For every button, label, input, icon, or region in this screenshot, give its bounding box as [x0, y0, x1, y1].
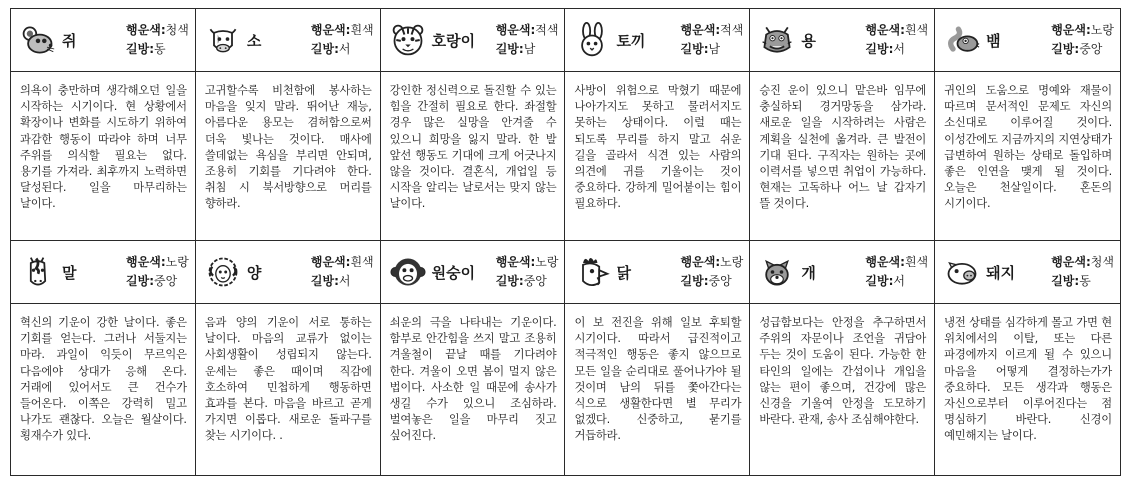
color-label: 행운색: [865, 255, 901, 269]
color-label: 행운색: [495, 23, 531, 37]
rabbit-icon: [573, 21, 611, 59]
animal-name: 말: [62, 263, 77, 282]
snake-icon: [943, 21, 981, 59]
color-label: 행운색: [1051, 23, 1086, 37]
direction-label: 길방: [865, 274, 889, 288]
color-label: 행운색: [310, 255, 346, 269]
luck-info: 행운색:노랑 길방:중앙: [1051, 23, 1114, 56]
fortune-text-pig: 냉전 상태를 심각하게 몰고 가면 현 위치에서의 이탈, 또는 다른 파경에까지 이르게 될 수 있으니 마음을 어떻게 결정하는가가 중요하다. 모든 생각과 행동은 자신으로부터 이루어진다는 점 명심하기 바란다. 신경이 예민해지는 날이다.: [944, 316, 1112, 443]
header-monkey: [381, 241, 566, 304]
lucky-color: 적색: [720, 23, 744, 37]
lucky-color: 흰색: [904, 255, 929, 269]
luck-info: 행운색:흰색 길방:서: [865, 255, 929, 288]
direction-label: 길방: [495, 274, 519, 288]
animal-name: 쥐: [62, 31, 77, 50]
color-label: 행운색: [1051, 255, 1086, 269]
header-snake: [935, 9, 1120, 72]
animal-name: 개: [801, 263, 816, 282]
fortune-text-dog: 성급함보다는 안정을 추구하면서 주위의 자문이나 조언을 귀담아 두는 것이 도움이 된다. 가능한 한 타인의 일에는 간섭이나 개입을 않는 편이 좋으며, 건강에 많은 신경을 기울여 안정을 도모하기 바란다. 관재, 송사 조심해야한다.: [750, 304, 935, 475]
animal-name: 토끼: [616, 31, 646, 50]
luck-info: 행운색:흰색 길방:서: [310, 23, 374, 56]
lucky-color: 청색: [165, 23, 189, 37]
sheep-icon: [204, 253, 242, 291]
luck-info: 행운색:청색 길방:동: [126, 23, 189, 56]
header-dragon: [750, 9, 935, 72]
pig-icon: [943, 253, 981, 291]
lucky-direction: 남: [708, 42, 721, 56]
lucky-direction: 서: [338, 274, 351, 288]
lucky-direction: 서: [893, 274, 905, 288]
lucky-direction: 서: [338, 42, 351, 56]
lucky-direction: 중앙: [708, 274, 732, 288]
luck-info: 행운색:적색 길방:남: [680, 23, 744, 56]
lucky-direction: 동: [1079, 274, 1091, 288]
header-tiger: [381, 9, 566, 72]
fortune-text-dragon: 승진 운이 있으니 맡은바 임무에 충실하되 경거망동을 삼가라. 새로운 일을 시작하려는 사람은 계획을 실천에 옮겨라. 큰 발전이 기대 된다. 구직자는 원하는 곳에 이력서를 넣으면 취업이 가능하다. 현재는 고독하나 어느 날 갑자기 뜰 것이다.: [750, 72, 935, 241]
lucky-color: 노랑: [1090, 23, 1114, 37]
header-rabbit: [565, 9, 750, 72]
fortune-text-tiger: 강인한 정신력으로 돌진할 수 있는 힘을 간절히 필요로 한다. 좌절할 경우 많은 실망을 안겨줄 수 있으니 희망을 잃지 말라. 한 발 앞선 행동도 기대에 크게 어긋나지 않을 것이다. 결혼식, 개업일 등 시작을 알리는 날로서는 맞지 않는 날이다.: [381, 72, 566, 241]
color-label: 행운색: [680, 255, 716, 269]
tiger-icon: [389, 21, 427, 59]
direction-label: 길방: [680, 274, 704, 288]
ox-icon: [204, 21, 242, 59]
color-label: 행운색: [680, 23, 716, 37]
direction-label: 길방: [495, 42, 519, 56]
lucky-color: 노랑: [535, 255, 559, 269]
luck-info: 행운색:청색 길방:동: [1051, 255, 1114, 288]
lucky-color: 노랑: [720, 255, 744, 269]
direction-label: 길방: [126, 274, 150, 288]
luck-info: 행운색:흰색 길방:서: [310, 255, 374, 288]
direction-label: 길방: [310, 274, 335, 288]
fortune-text-monkey: 쇠운의 극을 나타내는 기운이다. 함부로 안간힘을 쓰지 말고 조용히 겨울철이 끝날 때를 기다려야 한다. 겨울이 오면 봄이 멀지 않은 법이다. 사소한 일 때문에 송사가 생길 수가 있으니 조심하라. 벌여놓은 일을 마무리 짓고 싶어진다.: [381, 304, 566, 475]
animal-name: 돼지: [986, 263, 1016, 282]
rat-icon: [19, 21, 57, 59]
direction-label: 길방: [310, 42, 335, 56]
animal-name: 닭: [616, 263, 631, 282]
monkey-icon: [389, 253, 427, 291]
luck-info: 행운색:적색 길방:남: [495, 23, 559, 56]
lucky-direction: 남: [523, 42, 536, 56]
fortune-text-ox: 고귀할수록 비천함에 봉사하는 마음을 잊지 말라. 뛰어난 재능, 아름다운 용모는 겸허함으로써 더욱 빛나는 것이다. 매사에 쓸데없는 욕심을 부리면 안되며, 조용히 기회를 기다려야 한다. 취침 시 북서방향으로 머리를 향하라.: [196, 72, 381, 241]
luck-info: 행운색:노랑 길방:중앙: [495, 255, 559, 288]
header-pig: [935, 241, 1120, 304]
lucky-color: 흰색: [904, 23, 929, 37]
direction-label: 길방: [126, 42, 150, 56]
lucky-color: 적색: [535, 23, 559, 37]
lucky-direction: 서: [893, 42, 905, 56]
color-label: 행운색: [310, 23, 346, 37]
animal-name: 원숭이: [431, 263, 476, 282]
direction-label: 길방: [1051, 274, 1075, 288]
header-rat: [11, 9, 196, 72]
lucky-direction: 중앙: [154, 274, 178, 288]
animal-name: 호랑이: [431, 31, 476, 50]
color-label: 행운색: [126, 23, 161, 37]
color-label: 행운색: [495, 255, 531, 269]
dog-icon: [758, 253, 796, 291]
lucky-direction: 중앙: [523, 274, 547, 288]
animal-name: 용: [801, 31, 816, 50]
fortune-text-snake: 귀인의 도움으로 명예와 재물이 따르며 문서적인 문제도 자신의 소신대로 이루어질 것이다. 이성간에도 지금까지의 지연상태가 급변하여 원하는 상태로 돌입하며 좋은 인연을 맺게 될 것이다. 오늘은 천살일이다. 혼돈의 시기이다.: [935, 72, 1120, 241]
color-label: 행운색: [126, 255, 161, 269]
fortune-text-rabbit: 사방이 위험으로 막혔기 때문에 나아가지도 못하고 물러서지도 못하는 상태이다. 이럴 때는 되도록 무리를 하지 말고 쉬운 길을 골라서 식견 있는 사람의 의견에 귀를 기울이는 것이 중요하다. 강하게 밀어붙이는 힘이 필요하다.: [565, 72, 750, 241]
fortune-text-horse: 혁신의 기운이 강한 날이다. 좋은 기회를 얻는다. 그러나 서둘지는 마라. 과일이 익듯이 무르익은 다음에야 상대가 응해 온다. 거래에 있어서도 큰 건수가 들어온다. 이쪽은 강력히 밀고 나가도 괜찮다. 오늘은 월살이다. 횡재수가 있다.: [11, 304, 196, 475]
lucky-color: 청색: [1090, 255, 1114, 269]
direction-label: 길방: [1051, 42, 1075, 56]
lucky-color: 흰색: [350, 255, 374, 269]
horoscope-grid: [10, 8, 1121, 476]
lucky-color: 흰색: [350, 23, 374, 37]
header-horse: [11, 241, 196, 304]
animal-name: 양: [246, 263, 262, 282]
fortune-text-sheep: 음과 양의 기운이 서로 통하는 날이다. 마음의 교류가 없이는 사회생활이 성립되지 않는다. 운세는 좋은 때이며 직감에 호소하여 민첩하게 행동하면 효과를 본다. 마음을 바르고 곧게 가지면 이롭다. 새로운 돌파구를 찾는 시기이다. .: [196, 304, 381, 475]
fortune-text-rooster: 이 보 전진을 위해 일보 후퇴할 시기이다. 따라서 급진적이고 적극적인 행동은 좋지 않으므로 모든 일을 순리대로 풀어나가야 될 것이며 남의 뒤를 쫓아간다는 식으로 생활한다면 별 무리가 없겠다. 신중하고, 묻기를 거듭하라.: [565, 304, 750, 475]
lucky-direction: 중앙: [1079, 42, 1103, 56]
horse-icon: [19, 253, 57, 291]
luck-info: 행운색:흰색 길방:서: [865, 23, 929, 56]
rooster-icon: [573, 253, 611, 291]
animal-name: 소: [246, 31, 262, 50]
luck-info: 행운색:노랑 길방:중앙: [680, 255, 744, 288]
lucky-color: 노랑: [165, 255, 189, 269]
header-dog: [750, 241, 935, 304]
luck-info: 행운색:노랑 길방:중앙: [126, 255, 189, 288]
header-ox: [196, 9, 381, 72]
color-label: 행운색: [865, 23, 901, 37]
header-sheep: [196, 241, 381, 304]
lucky-direction: 동: [154, 42, 166, 56]
dragon-icon: [758, 21, 796, 59]
direction-label: 길방: [865, 42, 889, 56]
header-rooster: [565, 241, 750, 304]
fortune-text-rat: 의욕이 충만하며 생각해오던 일을 시작하는 시기이다. 현 상황에서 확장이나 변화를 시도하기 위하여 과감한 행동이 따라야 하며 너무 주위를 의식할 필요는 없다. 용기를 가져라. 최후까지 노력하면 달성된다. 일을 마무리하는 날이다.: [11, 72, 196, 241]
animal-name: 뱀: [986, 31, 1001, 50]
direction-label: 길방: [680, 42, 704, 56]
